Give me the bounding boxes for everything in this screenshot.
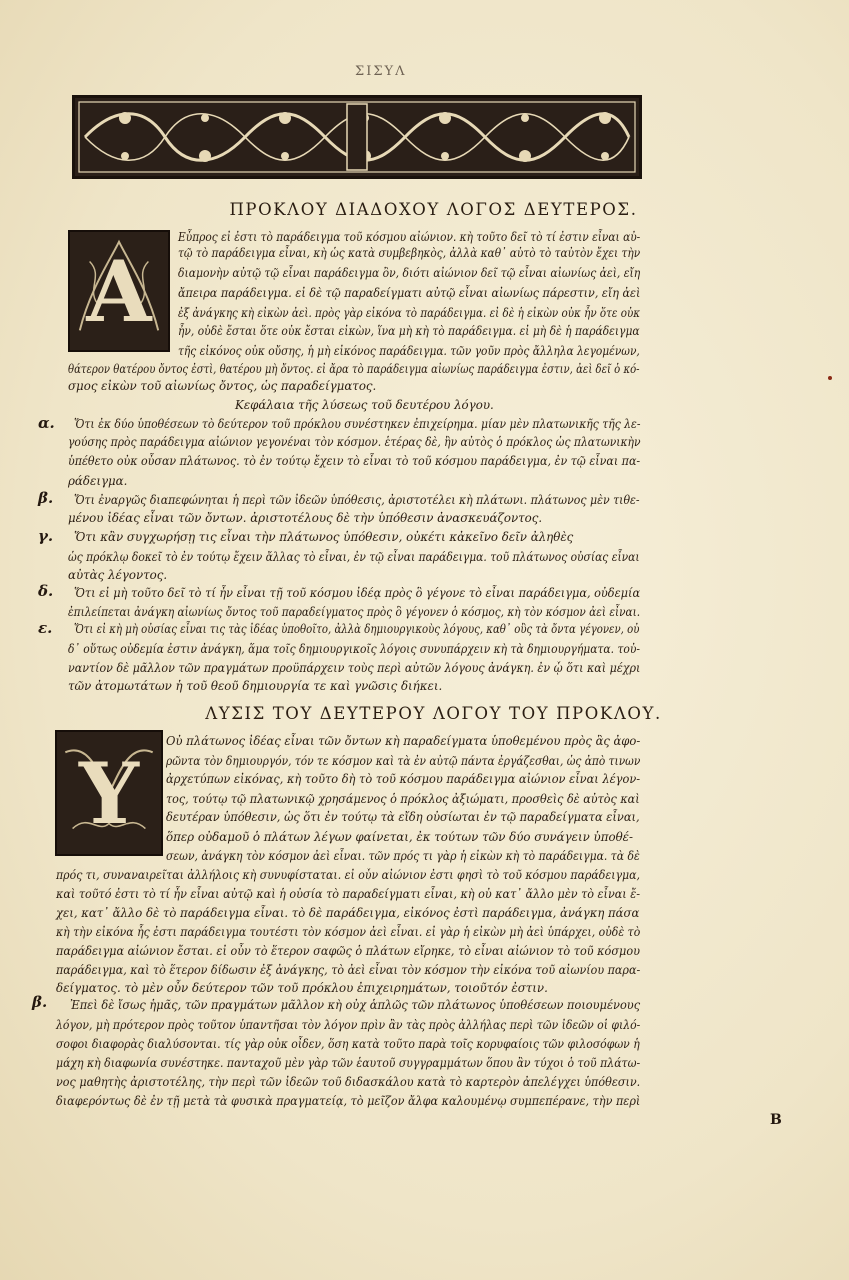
text-line: ἐπιλείπεται ἀνάγκη αἰωνίως ὄντος τοῦ παραδείγματος πρὸς ὃ γέγονεν ὁ κόσμος, κὴ τὸν κόσμον ἀεὶ εἶναι.	[68, 605, 641, 619]
text-line: Εὖπρος εἰ ἐστι τὸ παράδειγμα τοῦ κόσμου αἰώνιον. κὴ τοῦτο δεῖ τὸ τί ἐστιν εἶναι αὐ-	[178, 230, 641, 244]
text-line: πρός τι, συναναιρεῖται ἀλλήλοις κὴ συνυφίσταται. εἰ οὖν αἰώνιον ἐστι φησὶ τὸ τοῦ κόσμου παράδειγμα,	[56, 868, 641, 882]
initial-letter: Υ	[79, 743, 139, 843]
text-line: ὑπέθετο οὐκ οὖσαν πλάτωνος. τὸ ἐν τούτῳ ἔχειν τὸ εἶναι τὸ τοῦ κόσμου παράδειγμα, ἐν τῷ εἶναι πα-	[68, 454, 641, 468]
text-line: Ἐπεὶ δὲ ἴσως ἡμᾶς, τῶν πραγμάτων μᾶλλον κὴ οὐχ ἁπλῶς τῶν πλάτωνος ὑποθέσεων ποιουμένους	[70, 998, 641, 1012]
section-heading-solution: ΛΥΣΙΣ ΤΟΥ ΔΕΥΤΕΡΟΥ ΛΟΓΟΥ ΤΟΥ ΠΡΟΚΛΟΥ.	[205, 704, 662, 723]
text-line: ἄπειρα παράδειγμα. εἰ δὲ τῷ παραδείγματι αὐτῷ εἶναι αἰωνίως πάρεστιν, εἴη ἀεὶ	[178, 286, 641, 300]
text-line: ἐξ ἀνάγκης κὴ εἰκὼν ἀεὶ. πρὸς γὰρ εἰκόνα τὸ παράδειγμα. εἰ δὲ ἡ εἰκὼν οὐκ ἦν ὅτε οὐκ	[178, 306, 641, 320]
text-line: δ᾽ οὕτως οὐδεμία ἐστιν ἀνάγκη, ἅμα τοῖς δημιουργικοῖς λόγοις συνυπάρχειν κὴ τὰ δημιουργήματα. τοὐ-	[68, 642, 640, 656]
text-line: διαφερόντως δὲ ἐν τῇ μετὰ τὰ φυσικὰ πραγματείᾳ, τὸ μεῖζον ἄλφα καλουμένῳ συμπεπέρανε, τὴν περὶ	[56, 1094, 641, 1108]
ink-speck	[828, 376, 832, 380]
marginal-numeral: ε.	[38, 619, 53, 637]
text-line: παράδειγμα αἰώνιον ἔσται. εἰ οὖν τὸ ἕτερον σαφῶς ὁ πλάτων εἴρηκε, τὸ εἶναι αἰώνιον τὸ τοῦ κόσμου	[56, 944, 640, 958]
marginal-numeral: β.	[38, 489, 54, 507]
text-line: μένου ἰδέας εἶναι τῶν ὄντων. ἀριστοτέλους δὲ τὴν ὑπόθεσιν ἀνασκευάζοντος.	[68, 511, 543, 525]
text-line: Ὅτι ἐκ δύο ὑποθέσεων τὸ δεύτερον τοῦ πρόκλου συνέστηκεν ἐπιχείρημα. μίαν μὲν πλατωνικῆς τῆς λε-	[74, 417, 641, 431]
text-line: τος, τούτῳ τῷ πλατωνικῷ χρησάμενος ὁ πρόκλος ἀξιώματι, προσθεὶς δὲ αὐτὸς καὶ	[166, 792, 640, 806]
text-line: Οὐ πλάτωνος ἰδέας εἶναι τῶν ὄντων κὴ παραδείγματα ὑποθεμένου πρὸς ἃς ἀφο-	[166, 734, 641, 748]
marginal-numeral: β.	[32, 993, 48, 1011]
decorated-initial-alpha	[68, 230, 170, 352]
text-line: τῆς εἰκόνος οὐκ οὔσης, ἡ μὴ εἰκόνος παράδειγμα. τῶν γοῦν πρὸς ἄλληλα λεγομένων,	[178, 344, 640, 358]
text-line: ρῶντα τὸν δημιουργόν, τόν τε κόσμον καὶ τὰ ἐν αὐτῷ πάντα ἐργάζεσθαι, ὡς ἀπὸ τινων	[166, 754, 641, 768]
text-line: ράδειγμα.	[68, 474, 128, 488]
chapter-heading-proclus-second-argument: ΠΡΟΚΛΟΥ ΔΙΑΔΟΧΟΥ ΛΟΓΟΣ ΔΕΥΤΕΡΟΣ.	[229, 200, 638, 219]
text-line: ὅπερ οὐδαμοῦ ὁ πλάτων λέγων φαίνεται, ἐκ τούτων τῶν δύο συνάγειν ὑποθέ-	[166, 830, 634, 844]
running-head: ΣΙΣΥΛ	[355, 64, 407, 79]
text-line: θάτερον θατέρου ὄντος ἐστὶ, θατέρου μὴ ὄντος. εἰ ἄρα τὸ παράδειγμα αἰωνίως παράδειγμα ἐστιν, ἀεὶ δεῖ ὁ κό-	[68, 362, 640, 376]
text-line: ὡς πρόκλῳ δοκεῖ τὸ ἐν τούτῳ ἔχειν ἄλλας τὸ εἶναι, ἐν τῷ εἶναι παράδειγμα. τοῦ πλάτωνος οὐσίας εἶναι	[68, 550, 640, 564]
text-line: γούσης πρὸς παράδειγμα αἰώνιον γεγονέναι τὸν κόσμον. ἑτέρας δὲ, ἣν αὐτὸς ὁ πρόκλος ὡς πλατωνικὴν	[68, 435, 641, 449]
text-line: δείγματος. τὸ μὲν οὖν δεύτερον τῶν τοῦ πρόκλου ἐπιχειρημάτων, τοιοῦτόν ἐστιν.	[56, 981, 548, 995]
text-line: σεων, ἀνάγκη τὸν κόσμον ἀεὶ εἶναι. τῶν πρός τι γὰρ ἡ εἰκὼν κὴ τὸ παράδειγμα. τὰ δὲ	[166, 849, 640, 863]
text-line: σοφοι διαφορὰς διαλύσονται. τίς γὰρ οὐκ οἶδεν, ὅση κατὰ τοῦτο παρὰ τοῖς κορυφαίοις τῶν φιλοσόφων ἡ	[56, 1037, 640, 1051]
decorated-initial-upsilon	[55, 730, 163, 856]
initial-letter: Α	[86, 241, 152, 341]
marginal-numeral: α.	[38, 414, 55, 432]
scroll-ornament-icon	[75, 98, 639, 176]
text-line: διαμονὴν αὐτῷ τῷ εἶναι παράδειγμα ὂν, διότι αἰώνιον δεῖ τῷ εἶναι αἰωνίως ἀεὶ, εἴη	[178, 266, 641, 280]
text-line: ἀρχετύπων εἰκόνας, κὴ τοῦτο δὴ τὸ τοῦ κόσμου παράδειγμα αἰώνιον εἶναι λέγον-	[166, 772, 641, 786]
text-line: Ὅτι εἰ κὴ μὴ οὐσίας εἶναι τις τὰς ἰδέας ὑποθοῖτο, ἀλλὰ δημιουργικοὺς λόγους, καθ᾽ οὓς τὰ ὄντα γέγονεν, οὐ	[74, 622, 640, 636]
text-line: ναντίον δὲ μᾶλλον τῶν πραγμάτων προϋπάρχειν τοὺς περὶ αὐτῶν λόγους ἀνάγκη. ἐν ᾧ ὅτι καὶ μέχρι	[68, 661, 641, 675]
text-line: Ὅτι κἂν συγχωρήσῃ τις εἶναι τὴν πλάτωνος ὑπόθεσιν, οὐκέτι κἀκεῖνο δεῖν ἀληθὲς	[74, 530, 574, 544]
marginal-numeral: γ.	[38, 527, 54, 545]
text-line: αὐτὰς λέγοντος.	[68, 568, 168, 582]
text-line: καὶ τοῦτό ἐστι τὸ τί ἦν εἶναι αὐτῷ καὶ ἡ οὐσία τὸ παραδείγματι εἶναι, κὴ οὐ κατ᾽ ἄλλο μὲν τὸ εἶναι ἔ-	[56, 887, 641, 901]
text-line: κὴ τὴν εἰκόνα ἧς ἐστι παράδειγμα τουτέστι τὸν κόσμον ἀεὶ εἶναι. εἰ γὰρ ἡ εἰκὼν μὴ ἀεὶ ὑπάρχει, οὐδὲ τὸ	[56, 925, 641, 939]
text-line: τῶν ἀτομωτάτων ἡ τοῦ θεοῦ δημιουργία τε καὶ γνῶσις διήκει.	[68, 679, 443, 693]
text-line: Ὅτι ἐναργῶς διαπεφώνηται ἡ περὶ τῶν ἰδεῶν ὑπόθεσις, ἀριστοτέλει κὴ πλάτωνι. πλάτωνος μὲν τιθε-	[74, 493, 640, 507]
text-line: Ὅτι εἰ μὴ τοῦτο δεῖ τὸ τί ἦν εἶναι τῇ τοῦ κόσμου ἰδέᾳ πρὸς ὃ γέγονε τὸ εἶναι παράδειγμα, οὐδεμία	[74, 586, 641, 600]
text-line: χει, κατ᾽ ἄλλο δὲ τὸ παράδειγμα εἶναι. τὸ δὲ παράδειγμα, εἰκόνος ἐστὶ παράδειγμα, ἀνάγκη πάσα	[56, 906, 640, 920]
header-ornament-band	[72, 95, 642, 179]
signature-mark: B	[770, 1112, 782, 1128]
text-line: παράδειγμα, καὶ τὸ ἕτερον δίδωσιν ἐξ ἀνάγκης, τὸ ἀεὶ εἶναι τὸν κόσμον τὴν εἰκόνα τοῦ αἰωνίου παρα-	[56, 963, 641, 977]
text-line: νος μαθητὴς ἀριστοτέλης, τὴν περὶ τῶν ἰδεῶν τοῦ διδασκάλου κατὰ τὸ καρτερὸν ἀπελέγχει ὑπόθεσιν.	[56, 1075, 641, 1089]
marginal-numeral: δ.	[38, 582, 54, 600]
text-line: δευτέραν ὑπόθεσιν, ὡς ὅτι ἐν τούτῳ τὰ εἴδη οὐσίωται ἐν τῷ παραδείγματα εἶναι,	[166, 810, 640, 824]
chapter-summary-subheading: Κεφάλαια τῆς λύσεως τοῦ δευτέρου λόγου.	[235, 398, 494, 412]
text-line: μάχη κὴ διαφωνία συνέστηκε. πανταχοῦ μὲν γὰρ τῶν ἑαυτοῦ συγγραμμάτων ὅπου ἂν τύχοι ὁ τοῦ πλάτω-	[56, 1056, 641, 1070]
text-line: λόγον, μὴ πρότερον πρὸς τοῦτον ὑπαντῆσαι τὸν λόγον πρὶν ἂν τὰς πρὸς ἀλλήλας περὶ τῶν ἰδεῶν οἱ φιλό-	[56, 1018, 641, 1032]
text-line: σμος εἰκὼν τοῦ αἰωνίως ὄντος, ὡς παραδείγματος.	[68, 379, 377, 393]
text-line: τῷ τὸ παράδειγμα εἶναι, κὴ ὡς κατὰ συμβεβηκὸς, ἀλλὰ καθ᾽ αὑτὸ τὸ ταὐτὸν ἔχει τὴν	[178, 246, 641, 260]
text-line: ἦν, οὐδὲ ἔσται ὅτε οὐκ ἔσται εἰκὼν, ἵνα μὴ κὴ τὸ παράδειγμα. εἰ μὴ δὲ ἡ παράδειγμα	[178, 324, 640, 338]
